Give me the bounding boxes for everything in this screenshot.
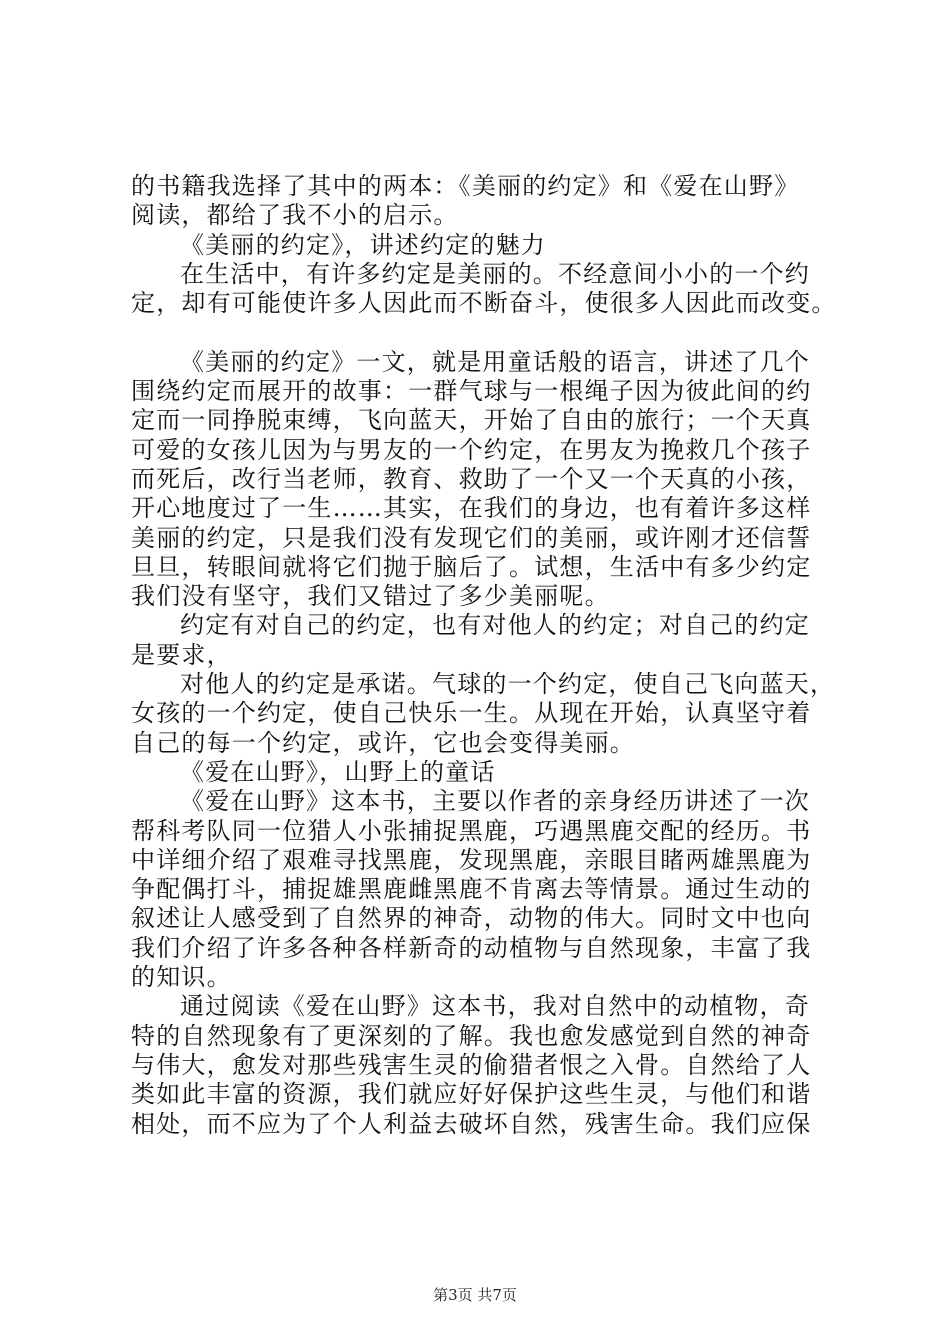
text-line: 约定有对自己的约定，也有对他人的约定；对自己的约定 xyxy=(180,611,810,640)
body-text xyxy=(131,172,836,1139)
text-line: 开心地度过了一生……其实，在我们的身边，也有着许多这样 xyxy=(131,494,812,523)
page-footer: 第3页 共7页 xyxy=(433,1286,517,1304)
text-line: 是要求， xyxy=(131,640,232,669)
text-line: 《美丽的约定》一文，就是用童话般的语言，讲述了几个 xyxy=(180,347,810,376)
section-heading: 《爱在山野》，山野上的童话 xyxy=(180,757,496,786)
text-line: 阅读，都给了我不小的启示。 xyxy=(131,201,459,230)
blank-line xyxy=(131,318,836,347)
text-line: 特的自然现象有了更深刻的了解。我也愈发感觉到自然的神奇 xyxy=(131,1021,812,1050)
text-line: 旦旦，转眼间就将它们抛于脑后了。试想，生活中有多少约定 xyxy=(131,552,812,581)
text-line: 而死后，改行当老师，教育、救助了一个又一个天真的小孩， xyxy=(131,464,812,493)
text-line: 对他人的约定是承诺。气球的一个约定，使自己飞向蓝天， xyxy=(180,670,836,699)
text-line: 《爱在山野》这本书，主要以作者的亲身经历讲述了一次 xyxy=(180,787,810,816)
text-line: 与伟大，愈发对那些残害生灵的偷猎者恨之入骨。自然给了人 xyxy=(131,1050,812,1079)
text-line: 在生活中，有许多约定是美丽的。不经意间小小的一个约 xyxy=(180,259,810,288)
text-line: 我们没有坚守，我们又错过了多少美丽呢。 xyxy=(131,582,610,611)
text-line: 定，却有可能使许多人因此而不断奋斗，使很多人因此而改变。 xyxy=(131,289,837,318)
text-line: 叙述让人感受到了自然界的神奇，动物的伟大。同时文中也向 xyxy=(131,904,812,933)
text-line: 争配偶打斗，捕捉雄黑鹿雌黑鹿不肯离去等情景。通过生动的 xyxy=(131,875,812,904)
text-line: 我们介绍了许多各种各样新奇的动植物与自然现象，丰富了我 xyxy=(131,933,812,962)
text-line: 围绕约定而展开的故事：一群气球与一根绳子因为彼此间的约 xyxy=(131,377,812,406)
text-line: 定而一同挣脱束缚，飞向蓝天，开始了自由的旅行；一个天真 xyxy=(131,406,812,435)
text-line: 类如此丰富的资源，我们就应好好保护这些生灵，与他们和谐 xyxy=(131,1080,812,1109)
text-line: 美丽的约定，只是我们没有发现它们的美丽，或许刚才还信誓 xyxy=(131,523,812,552)
text-line: 女孩的一个约定，使自己快乐一生。从现在开始，认真坚守着 xyxy=(131,699,812,728)
text-line: 通过阅读《爱在山野》这本书，我对自然中的动植物，奇 xyxy=(180,992,810,1021)
text-line: 的书籍我选择了其中的两本：《美丽的约定》和《爱在山野》 xyxy=(131,172,800,200)
text-line: 的知识。 xyxy=(131,963,232,992)
text-line: 可爱的女孩儿因为与男友的一个约定，在男友为挽救几个孩子 xyxy=(131,435,812,464)
text-line: 相处，而不应为了个人利益去破坏自然，残害生命。我们应保 xyxy=(131,1109,812,1138)
text-line: 帮科考队同一位猎人小张捕捉黑鹿，巧遇黑鹿交配的经历。书 xyxy=(131,816,812,845)
text-line: 中详细介绍了艰难寻找黑鹿，发现黑鹿，亲眼目睹两雄黑鹿为 xyxy=(131,845,812,874)
section-heading: 《美丽的约定》，讲述约定的魅力 xyxy=(180,230,546,259)
text-line: 自己的每一个约定，或许，它也会变得美丽。 xyxy=(131,728,635,757)
